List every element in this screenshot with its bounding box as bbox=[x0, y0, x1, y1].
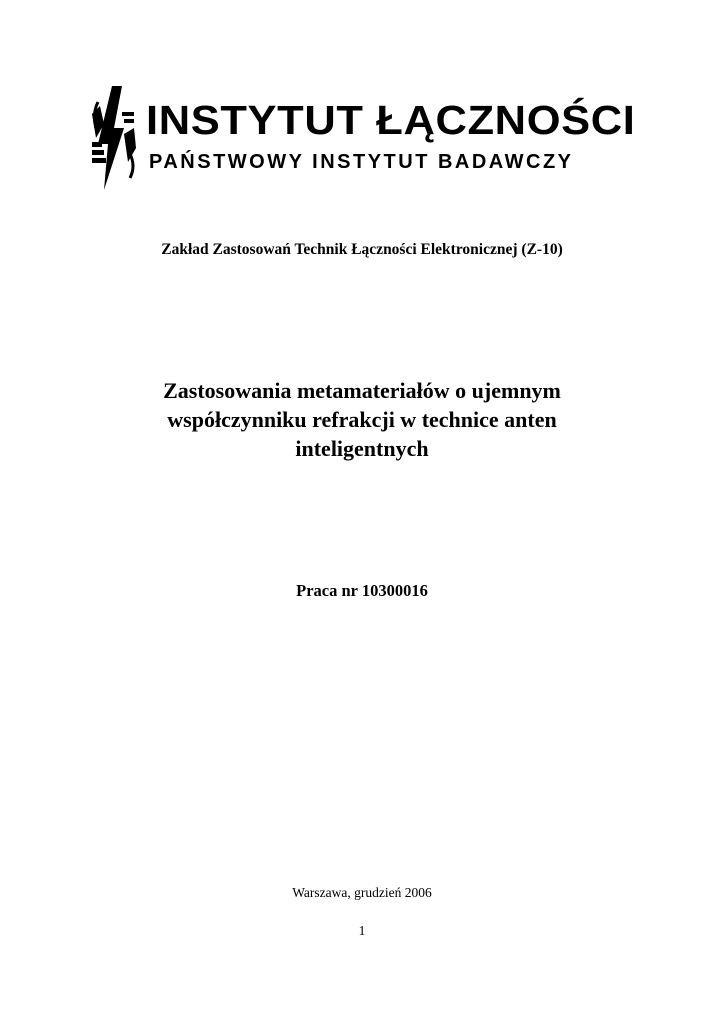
logo-title: INSTYTUT ŁĄCZNOŚCI bbox=[146, 97, 636, 143]
lightning-antenna-logo-icon bbox=[90, 84, 138, 192]
work-number: Praca nr 10300016 bbox=[296, 581, 428, 600]
document-title: Zastosowania metamateriałów o ujemnym współczynniku refrakcji w technice anten inteligentnych bbox=[163, 378, 561, 461]
institute-logo bbox=[90, 84, 650, 192]
department-name: Zakład Zastosowań Technik Łączności Elektronicznej (Z-10) bbox=[161, 241, 563, 258]
page-number: 1 bbox=[358, 923, 366, 938]
logo-subtitle: PAŃSTWOWY INSTYTUT BADAWCZY bbox=[149, 151, 574, 173]
place-and-date: Warszawa, grudzień 2006 bbox=[292, 885, 432, 900]
